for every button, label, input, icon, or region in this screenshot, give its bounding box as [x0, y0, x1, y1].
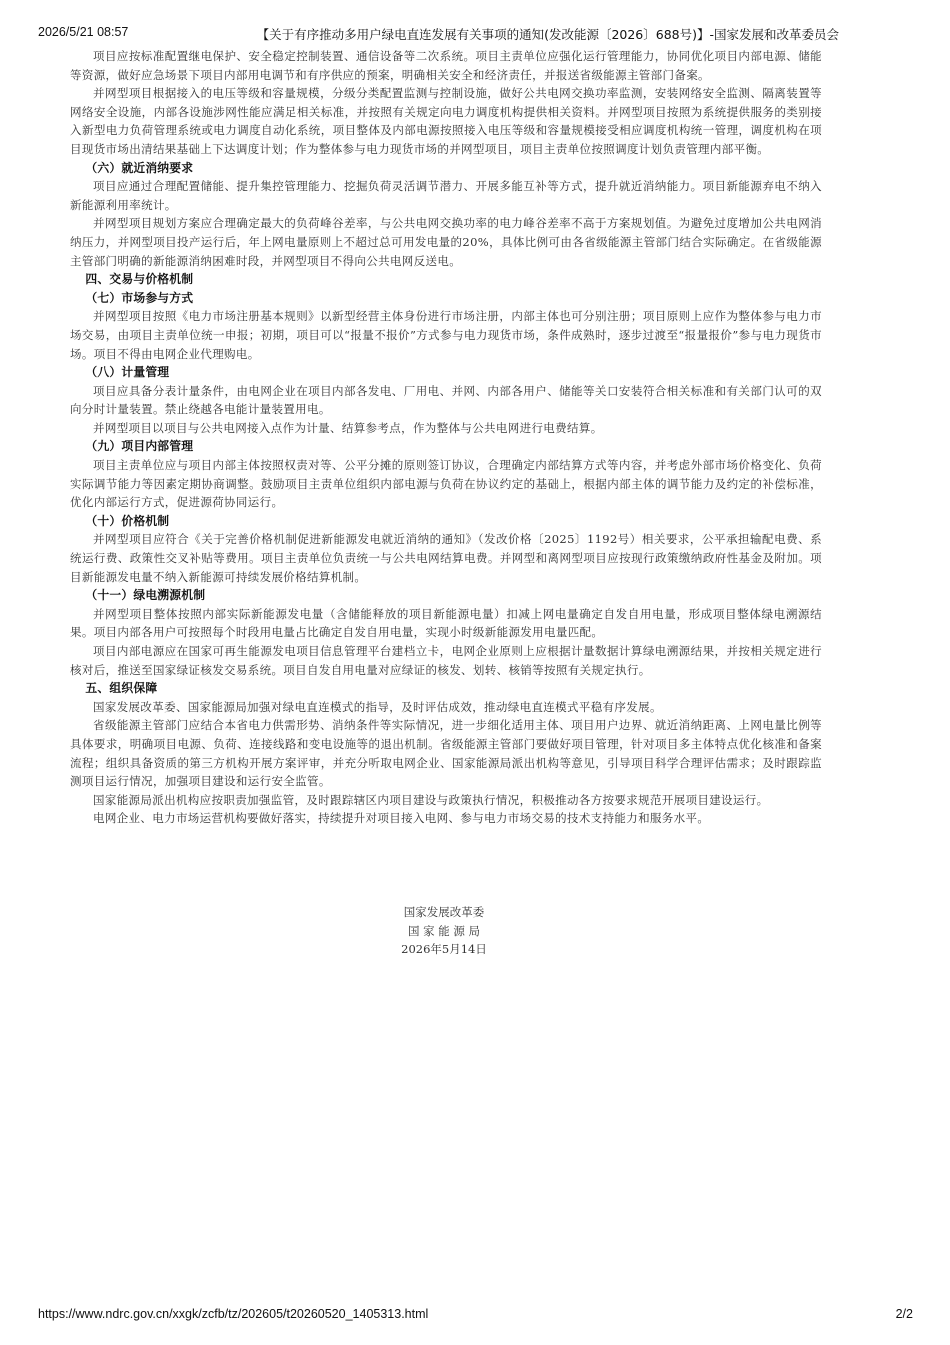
body-paragraph: 并网型项目按照《电力市场注册基本规则》以新型经营主体身份进行市场注册，内部主体也可分别注册；项目原则上应作为整体参与电力市场交易，由项目主责单位统一申报；初期，项目可以“报量不报价”方式参与电力现货市场，条件成熟时，逐步过渡至“报量报价”参与电力现货市场。项目不得由电网企业代理购电。 — [70, 309, 822, 361]
print-page-number: 2/2 — [895, 1307, 913, 1321]
signature-block — [0, 903, 888, 959]
body-paragraph: 项目应通过合理配置储能、提升集控管理能力、挖掘负荷灵活调节潜力、开展多能互补等方式，提升就近消纳能力。项目新能源弃电不纳入新能源利用率统计。 — [70, 179, 822, 212]
section-heading: （九）项目内部管理 — [85, 439, 194, 454]
document-body — [70, 47, 822, 828]
print-page-title: 【关于有序推动多用户绿电直连发展有关事项的通知(发改能源〔2026〕688号)】-国家发展和改革委员会 — [256, 27, 839, 42]
body-paragraph: 电网企业、电力市场运营机构要做好落实，持续提升对项目接入电网、参与电力市场交易的技术支持能力和服务水平。 — [93, 811, 710, 826]
section-heading: 四、交易与价格机制 — [85, 272, 194, 287]
section-heading: 五、组织保障 — [85, 681, 158, 696]
body-paragraph: 项目主责单位应与项目内部主体按照权责对等、公平分摊的原则签订协议，合理确定内部结算方式等内容，并考虑外部市场价格变化、负荷实际调节能力等因素定期协商调整。鼓励项目主责单位组织内部电源与负荷在协议约定的基础上，根据内部主体的调节能力及约定的补偿标准，优化内部运行方式，促进源荷协同运行。 — [70, 458, 822, 510]
signature-date: 2026年5月14日 — [401, 942, 487, 957]
body-paragraph: 项目应按标准配置继电保护、安全稳定控制装置、通信设备等二次系统。项目主责单位应强化运行管理能力，协同优化项目内部电源、储能等资源，做好应急场景下项目内部用电调节和有序供应的预案，明确相关安全和经济责任，并报送省级能源主管部门备案。 — [70, 49, 822, 82]
print-datetime: 2026/5/21 08:57 — [38, 25, 129, 39]
body-paragraph: 并网型项目规划方案应合理确定最大的负荷峰谷差率，与公共电网交换功率的电力峰谷差率不高于方案规划值。为避免过度增加公共电网消纳压力，并网型项目投产运行后，年上网电量原则上不超过总可用发电量的20%，具体比例可由各省级能源主管部门结合实际确定。在省级能源主管部门明确的新能源消纳困难时段，并网型项目不得向公共电网反送电。 — [70, 216, 822, 268]
section-heading: （七）市场参与方式 — [85, 290, 194, 305]
print-url: https://www.ndrc.gov.cn/xxgk/zcfb/tz/202605/t20260520_1405313.html — [38, 1307, 429, 1321]
section-heading: （十）价格机制 — [85, 513, 170, 528]
body-paragraph: 项目应具备分表计量条件，由电网企业在项目内部各发电、厂用电、并网、内部各用户、储能等关口安装符合相关标准和有关部门认可的双向分时计量装置。禁止绕越各电能计量装置用电。 — [70, 383, 822, 417]
body-paragraph: 国家能源局派出机构应按职责加强监管，及时跟踪辖区内项目建设与政策执行情况，积极推动各方按要求规范开展项目建设运行。 — [93, 792, 769, 807]
signature-org-ndrc: 国家发展改革委 — [403, 905, 485, 919]
body-paragraph: 省级能源主管部门应结合本省电力供需形势、消纳条件等实际情况，进一步细化适用主体、项目用户边界、就近消纳距离、上网电量比例等具体要求，明确项目电源、负荷、连接线路和变电设施等的退出机制。省级能源主管部门要做好项目管理，针对项目多主体特点优化核准和备案流程；组织具备资质的第三方机构开展方案评审，并充分听取电网企业、国家能源局派出机构等意见，引导项目科学合理评估需求；及时跟踪监测项目运行情况，加强项目建设和运行安全监管。 — [70, 718, 822, 789]
body-paragraph: 项目内部电源应在国家可再生能源发电项目信息管理平台建档立卡，电网企业原则上应根据计量数据计算绿电溯源结果，并按相关规定进行核对后，推送至国家绿证核发交易系统。项目自发自用电量对应绿证的核发、划转、核销等按照有关规定执行。 — [70, 644, 822, 677]
body-paragraph: 国家发展改革委、国家能源局加强对绿电直连模式的指导，及时评估成效，推动绿电直连模式平稳有序发展。 — [93, 699, 662, 714]
body-paragraph: 并网型项目整体按照内部实际新能源发电量（含储能释放的项目新能源电量）扣减上网电量确定自发自用电量，形成项目整体绿电溯源结果。项目内部各用户可按照每个时段用电量占比确定自发自用电量，实现小时级新能源发用电量匹配。 — [70, 606, 822, 640]
section-heading: （八）计量管理 — [85, 365, 170, 380]
section-heading: （六）就近消纳要求 — [85, 160, 194, 175]
body-paragraph: 并网型项目根据接入的电压等级和容量规模，分级分类配置监测与控制设施，做好公共电网交换功率监测，安装网络安全监测、隔离装置等网络安全设施，内部各设施涉网性能应满足相关标准，并按照有关规定向电力调度机构提供相关资料。并网型项目按照为系统提供服务的类别接入新型电力负荷管理系统或电力调度自动化系统，项目整体及内部电源按照接入电压等级和容量规模接受相应调度机构统一管理，调度机构在项目现货市场出清结果基础上下达调度计划；作为整体参与电力现货市场的并网型项目，项目主责单位按照调度计划负责管理内部平衡。 — [70, 86, 822, 156]
signature-org-nea: 国 家 能 源 局 — [407, 923, 481, 938]
body-paragraph: 并网型项目以项目与公共电网接入点作为计量、结算参考点，作为整体与公共电网进行电费结算。 — [93, 420, 603, 435]
body-paragraph: 并网型项目应符合《关于完善价格机制促进新能源发电就近消纳的通知》（发改价格〔2025〕1192号）相关要求，公平承担输配电费、系统运行费、政策性交叉补贴等费用。项目主责单位负责统一与公共电网结算电费。并网型和离网型项目应按现行政策缴纳政府性基金及附加。项目新能源发电量不纳入新能源可持续发展价格结算机制。 — [70, 532, 822, 584]
section-heading: （十一）绿电溯源机制 — [85, 588, 206, 603]
